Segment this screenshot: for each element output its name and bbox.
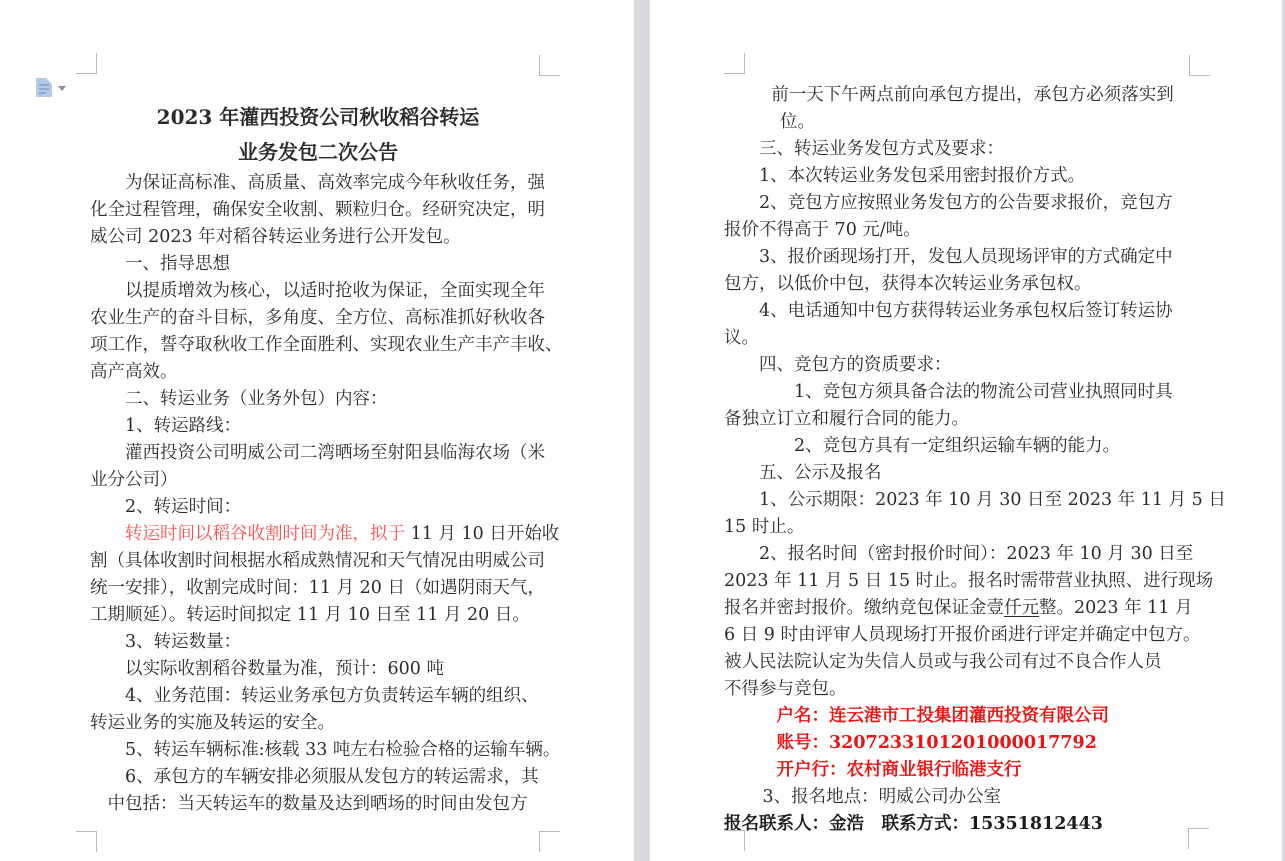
text-segment: 化全过程管理，确保安全收割、颗粒归仓。经研究决定，明 xyxy=(90,200,545,220)
text-segment: 1、竞包方须具备合法的物流公司营业执照同时具 xyxy=(794,382,1173,402)
text-line[interactable] xyxy=(90,224,546,251)
text-line[interactable] xyxy=(90,764,546,791)
margin-crop-mark xyxy=(76,53,97,74)
text-line[interactable] xyxy=(724,406,1196,433)
text-segment: 2、竞包方应按照业务发包方的公告要求报价，竞包方 xyxy=(759,193,1173,213)
text-line[interactable] xyxy=(90,386,546,413)
text-segment: 备独立订立和履行合同的能力。 xyxy=(724,409,969,429)
text-line[interactable] xyxy=(724,487,1226,514)
text-line[interactable] xyxy=(724,298,1196,325)
text-line[interactable] xyxy=(90,548,546,575)
text-segment: 三、转运业务发包方式及要求： xyxy=(759,139,1004,159)
text-line[interactable] xyxy=(90,683,546,710)
text-segment: 二、转运业务（业务外包）内容： xyxy=(125,389,388,409)
margin-crop-mark xyxy=(1189,55,1210,76)
text-segment: 不得参与竞包。 xyxy=(724,679,847,699)
text-segment: 统一安排），收割完成时间：11 月 20 日（如遇阴雨天气， xyxy=(90,578,545,598)
text-line[interactable] xyxy=(90,629,546,656)
text-segment: 农业生产的奋斗目标，多角度、全方位、高标准抓好秋收各 xyxy=(90,308,545,328)
text-segment: 被人民法院认定为失信人员或与我公司有过不良合作人员 xyxy=(724,652,1162,672)
text-segment: 开户行：农村商业银行临港支行 xyxy=(776,760,1022,780)
text-line[interactable] xyxy=(90,170,546,197)
text-segment: 业务发包二次公告 xyxy=(238,140,398,164)
document-title-line[interactable] xyxy=(90,135,546,170)
text-line[interactable] xyxy=(90,332,563,359)
text-segment: 2023 年 11 月 5 日 15 时止。报名时需带营业执照、进行现场 xyxy=(724,571,1214,591)
text-line[interactable] xyxy=(90,251,546,278)
text-line[interactable] xyxy=(724,622,1201,649)
text-segment: 6 日 9 时由评审人员现场打开报价函进行评定并确定中包方。 xyxy=(724,625,1201,645)
text-segment: 包方，以低价中包，获得本次转运业务承包权。 xyxy=(724,274,1092,294)
text-line[interactable] xyxy=(724,190,1196,217)
margin-crop-mark xyxy=(76,831,97,852)
text-line[interactable] xyxy=(90,791,546,818)
text-line[interactable] xyxy=(724,757,1196,784)
text-line[interactable] xyxy=(724,136,1196,163)
text-segment: 威公司 2023 年对稻谷转运业务进行公开发包。 xyxy=(90,227,461,247)
text-line[interactable] xyxy=(724,568,1214,595)
text-segment: 一、指导思想 xyxy=(125,254,230,274)
text-line[interactable] xyxy=(724,595,1196,622)
text-segment: 4、电话通知中包方获得转运业务承包权后签订转运协 xyxy=(759,301,1173,321)
text-segment: 账号：3207233101201000017792 xyxy=(776,733,1097,753)
text-segment: 五、公示及报名 xyxy=(759,463,882,483)
text-line[interactable] xyxy=(724,433,1196,460)
text-segment: 5、转运车辆标准:核载 33 吨左右检验合格的运输车辆。 xyxy=(125,740,561,760)
text-segment: 以提质增效为核心，以适时抢收为保证，全面实现全年 xyxy=(125,281,545,301)
page-1-content xyxy=(90,100,563,818)
text-line[interactable] xyxy=(724,811,1196,838)
text-line[interactable] xyxy=(90,440,546,467)
text-line[interactable] xyxy=(724,649,1196,676)
margin-crop-mark xyxy=(539,55,560,76)
text-segment: 割（具体收割时间根据水稻成熟情况和天气情况由明威公司 xyxy=(90,551,545,571)
text-segment: 高产高效。 xyxy=(90,362,178,382)
text-segment: 3、报价函现场打开，发包人员现场评审的方式确定中 xyxy=(759,247,1173,267)
text-line[interactable] xyxy=(90,305,546,332)
text-segment: 工期顺延）。转运时间拟定 11 月 10 日至 11 月 20 日。 xyxy=(90,605,530,625)
text-segment: 为保证高标准、高质量、高效率完成今年秋收任务，强 xyxy=(125,173,545,193)
text-line[interactable] xyxy=(724,541,1196,568)
text-line[interactable] xyxy=(724,730,1196,757)
text-segment: 报名并密封报价。缴纳竞包保证金壹 xyxy=(724,598,1004,618)
text-segment: 6、承包方的车辆安排必须服从发包方的转运需求，其 xyxy=(125,767,539,787)
paste-icon xyxy=(36,78,52,97)
margin-crop-mark xyxy=(1188,828,1209,849)
text-line[interactable] xyxy=(724,82,1196,109)
text-segment: 户名：连云港市工投集团灌西投资有限公司 xyxy=(776,706,1109,726)
text-segment: 灌西投资公司明威公司二湾晒场至射阳县临海农场（米 xyxy=(125,443,545,463)
text-segment: 4、业务范围：转运业务承包方负责转运车辆的组织、 xyxy=(125,686,539,706)
text-line[interactable] xyxy=(724,460,1196,487)
text-segment: 3、转运数量： xyxy=(125,632,242,652)
text-segment: 1、公示期限：2023 年 10 月 30 日至 2023 年 11 月 5 日 xyxy=(759,490,1226,510)
text-line[interactable] xyxy=(90,413,546,440)
text-line[interactable] xyxy=(90,737,561,764)
page-2-content xyxy=(724,82,1226,838)
text-segment: 2、转运时间： xyxy=(125,497,242,517)
text-line[interactable] xyxy=(724,379,1196,406)
text-line[interactable] xyxy=(90,656,546,683)
text-line[interactable] xyxy=(90,494,546,521)
text-line[interactable] xyxy=(90,602,546,629)
text-line[interactable] xyxy=(90,575,546,602)
paste-options-button[interactable] xyxy=(34,77,72,101)
page-1[interactable] xyxy=(0,0,634,861)
text-segment: 1、转运路线： xyxy=(125,416,242,436)
text-segment: 报名联系人：金浩 联系方式：15351812443 xyxy=(724,814,1103,834)
text-segment: 转运业务的实施及转运的安全。 xyxy=(90,713,335,733)
text-segment: 项工作，誓夺取秋收工作全面胜利、实现农业生产丰产丰收、 xyxy=(90,335,563,355)
text-segment: 11 月 10 日开始收 xyxy=(405,524,560,544)
text-segment: 3、报名地点：明威公司办公室 xyxy=(762,787,1002,807)
text-segment: 报价不得高于 70 元/吨。 xyxy=(724,220,921,240)
text-segment: 四、竞包方的资质要求： xyxy=(759,355,952,375)
text-line[interactable] xyxy=(724,271,1196,298)
text-line[interactable] xyxy=(724,784,1196,811)
text-segment: 1、本次转运业务发包采用密封报价方式。 xyxy=(759,166,1086,186)
page-2[interactable] xyxy=(650,0,1282,861)
text-line[interactable] xyxy=(90,278,546,305)
text-segment: 议。 xyxy=(724,328,759,348)
text-line[interactable] xyxy=(724,703,1196,730)
text-line[interactable] xyxy=(90,467,546,494)
text-line[interactable] xyxy=(724,325,1196,352)
text-segment: 转运时间以稻谷收割时间为准，拟于 xyxy=(125,524,405,544)
text-line[interactable] xyxy=(724,244,1196,271)
text-line[interactable] xyxy=(724,514,1196,541)
text-line[interactable] xyxy=(724,217,1196,244)
text-segment: 整。2023 年 11 月 xyxy=(1039,598,1193,618)
text-line[interactable] xyxy=(724,109,1196,136)
text-line[interactable] xyxy=(90,710,546,737)
text-segment: 前一天下午两点前向承包方提出，承包方必须落实到 xyxy=(771,85,1174,105)
text-segment: 仟元 xyxy=(1004,598,1039,618)
text-segment: 位。 xyxy=(780,112,815,132)
text-line[interactable] xyxy=(90,521,560,548)
text-line[interactable] xyxy=(90,359,546,386)
margin-crop-mark xyxy=(539,831,560,852)
text-line[interactable] xyxy=(90,197,546,224)
text-segment: 中包括：当天转运车的数量及达到晒场的时间由发包方 xyxy=(107,794,528,814)
text-segment: 15 时止。 xyxy=(724,517,805,537)
text-segment: 2023 年灌西投资公司秋收稻谷转运 xyxy=(156,105,480,129)
text-line[interactable] xyxy=(724,676,1196,703)
text-line[interactable] xyxy=(724,163,1196,190)
text-segment: 业分公司） xyxy=(90,470,178,490)
text-segment: 以实际收割稻谷数量为准，预计：600 吨 xyxy=(125,659,444,679)
document-title-line[interactable] xyxy=(90,100,546,135)
text-segment: 2、报名时间（密封报价时间）：2023 年 10 月 30 日至 xyxy=(759,544,1194,564)
margin-crop-mark xyxy=(724,53,745,74)
chevron-down-icon[interactable] xyxy=(58,86,66,91)
text-segment: 2、竞包方具有一定组织运输车辆的能力。 xyxy=(794,436,1121,456)
margin-crop-mark xyxy=(724,830,745,851)
text-line[interactable] xyxy=(724,352,1196,379)
